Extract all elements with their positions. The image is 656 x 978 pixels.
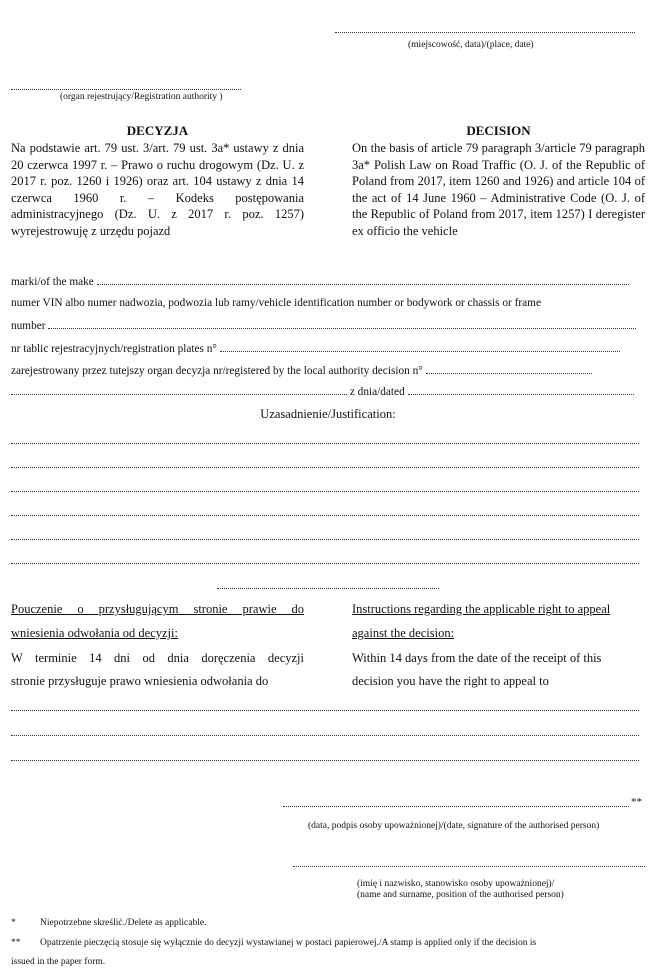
decision-text-en: On the basis of article 79 paragraph 3/article 79 paragraph 3a* Polish Law on Road Traffic (O. J. of the Republic of Poland from 2017, item 1260 and 1926) and article 104 of the act of 14 June 1960 – Administrative Code (O. J. of the Republic of Poland from 2017, item 1257) I deregister ex officio the vehicle [352,141,645,238]
appeal-heading-pl-2: wniesienia odwołania od decyzji: [11,626,178,640]
signature-line[interactable] [283,806,629,807]
appeal-text-pl-2: stronie przysługuje prawo wniesienia odwołania do [11,674,269,688]
footnote-1-marker: * [11,918,16,928]
appeal-line[interactable] [11,735,639,736]
justification-end-line[interactable] [217,588,439,589]
make-field[interactable] [97,284,629,285]
justification-line[interactable] [11,491,639,492]
footnote-2-marker: ** [11,938,21,948]
footnote-1-text: Niepotrzebne skreślić./Delete as applicable. [40,918,207,928]
vin-field[interactable] [48,328,636,329]
place-date-caption: (miejscowość, data)/(place, date) [408,40,534,50]
vin-label-line2: number [11,320,46,332]
appeal-text-en-2: decision you have the right to appeal to [352,674,549,688]
appeal-heading-en-2: against the decision: [352,626,455,640]
name-caption-1: (imię i nazwisko, stanowisko osoby upoważnionej)/ [357,879,555,889]
plates-field[interactable] [220,351,620,352]
registered-row [11,365,645,377]
appeal-heading-en-1: Instructions regarding the applicable right to appeal [352,602,611,616]
footnote-2-text-2: issued in the paper form. [11,957,106,967]
decision-title-pl: DECYZJA [126,123,189,138]
name-caption-2: (name and surname, position of the authorised person) [357,890,564,900]
appeal-text-en-1: Within 14 days from the date of the receipt of this [352,651,602,665]
appeal-heading-pl-1: Pouczenie o przysługującym stronie prawie do [11,602,304,616]
registered-label: zarejestrowany przez tutejszy organ decyzja nr/registered by the local authority decision n° [11,365,423,377]
dated-label: z dnia/dated [349,386,405,398]
justification-title: Uzasadnienie/Justification: [260,407,396,421]
make-label: marki/of the make [11,276,94,288]
decision-text-pl: Na podstawie art. 79 ust. 3/art. 79 ust. 3a* ustawy z dnia 20 czerwca 1997 r. – Prawo o ruchu drogowym (Dz. U. z 2017 r. poz. 1260 i 1926) oraz art. 104 ustawy z dnia 14 czerwca 1960 r. – Kodeks postępowania administracyjnego (Dz. U. z 2017 r. poz. 1257) wyrejestrowuję z urzędu pojazd [11,141,304,238]
name-position-line[interactable] [293,866,645,867]
plates-label: nr tablic rejestracyjnych/registration plates n° [11,343,217,355]
decision-title-en: DECISION [466,123,531,138]
dated-row [11,386,645,398]
appeal-text-pl-1: W terminie 14 dni od dnia doręczenia decyzji [11,651,304,665]
vin-label-line1: numer VIN albo numer nadwozia, podwozia lub ramy/vehicle identification number or bodywork or chassis or frame [11,297,541,309]
authority-caption: (organ rejestrujący/Registration authority ) [60,92,223,102]
justification-line[interactable] [11,467,639,468]
justification-line[interactable] [11,515,639,516]
footnote-2-text-1: Opatrzenie pieczęcią stosuje się wyłącznie do decyzji wystawianej w postaci papierowej./A stamp is applied only if the decision is [40,938,537,948]
dated-field[interactable] [408,394,634,395]
vin-row [11,320,645,332]
authority-line[interactable] [11,89,241,90]
registered-decision-field-cont[interactable] [11,394,347,395]
appeal-line[interactable] [11,710,639,711]
justification-line[interactable] [11,539,639,540]
justification-line[interactable] [11,563,639,564]
justification-line[interactable] [11,443,639,444]
signature-caption: (data, podpis osoby upoważnionej)/(date, signature of the authorised person) [308,821,600,831]
appeal-line[interactable] [11,760,639,761]
place-date-line[interactable] [335,32,635,33]
registered-decision-field[interactable] [426,373,592,374]
signature-marker: ** [631,796,642,808]
plates-row [11,343,645,355]
make-row [11,276,645,288]
